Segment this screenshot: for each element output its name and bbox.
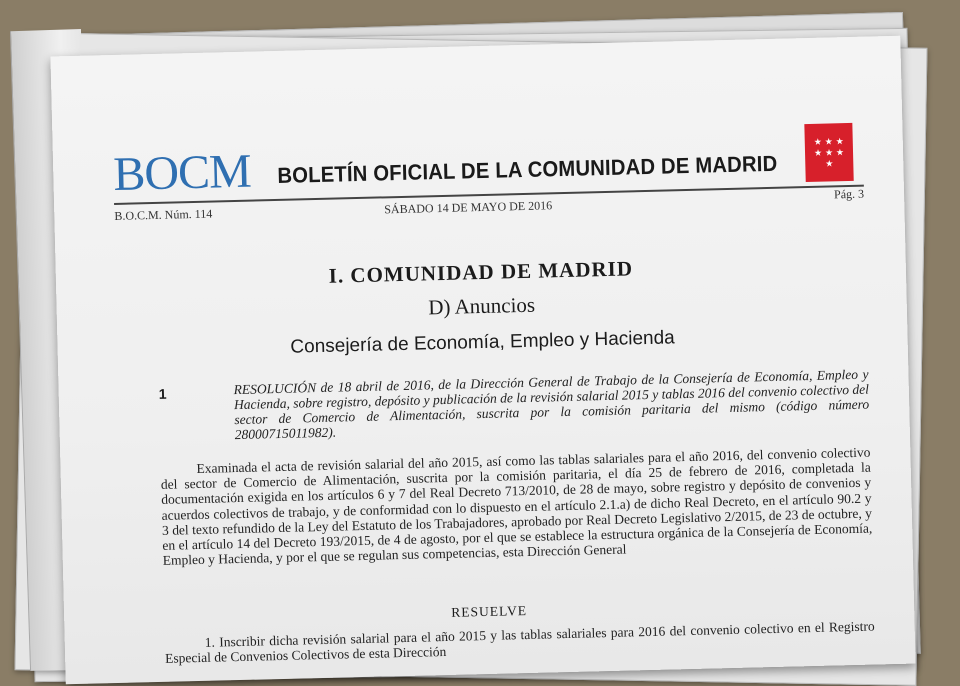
resolution-item-1: 1. Inscribir dicha revisión salarial para el año 2015 y las tablas salariales para 2016 del convenio colectivo en el Registro Especial de Convenios Colectivos de esta Dirección [165,618,875,666]
department-title: Consejería de Economía, Empleo y Hacienda [290,327,675,358]
flag-stars: ★ ★ ★ ★ ★ ★ ★ [813,137,845,170]
announcement-number: 1 [158,385,167,402]
bulletin-title: BOLETÍN OFICIAL DE LA COMUNIDAD DE MADRID [277,150,778,188]
bocm-logo: BOCM [112,144,252,201]
resuelve-heading: RESUELVE [451,603,528,620]
section-title: I. COMUNIDAD DE MADRID [328,256,634,288]
page-number: Pág. 3 [833,186,865,202]
madrid-flag-icon [804,123,853,182]
resolution-body: Examinada el acta de revisión salarial del año 2015, así como las tablas salariales para el año 2016, del convenio colectivo del sector de Comercio de Alimentación, suscrita por la comisión paritaria, el día 25 de febrero de 2016, completada la documentación exigida en los artículos 6 y 7 del Real Decreto 713/2010, de 28 de mayo, sobre registro y depósito de convenios y acuerdos colectivos de trabajo, y de conformidad con lo dispuesto en el artículo 2.1.a) de dicho Real Decreto, en el artículo 90.2 y 3 del texto refundido de la Ley del Estatuto de los Trabajadores, aprobado por Real Decreto Legislativo 2/2015, de 23 de octubre, y en el artículo 14 del Decreto 193/2015, de 4 de agosto, por el que se establece la estructura orgánica de la Consejería de Economía, Empleo y Hacienda, y por el que se regulan sus competencias, esta Dirección General [160,444,873,569]
subsection-title: D) Anuncios [428,292,536,320]
resolution-summary: RESOLUCIÓN de 18 abril de 2016, de la Dirección General de Trabajo de la Consejería de Economía, Empleo y Hacienda, sobre registro, depósito y publicación de la revisión salarial 2015 y tablas 2016 del convenio colectivo del sector de Comercio de Alimentación, suscrita por la comisión paritaria del mismo (código número 28000715011982). [233,366,870,443]
bocm-number: B.O.C.M. Núm. 114 [114,206,213,223]
issue-date: SÁBADO 14 DE MAYO DE 2016 [384,198,553,217]
bulletin-page [50,36,915,685]
